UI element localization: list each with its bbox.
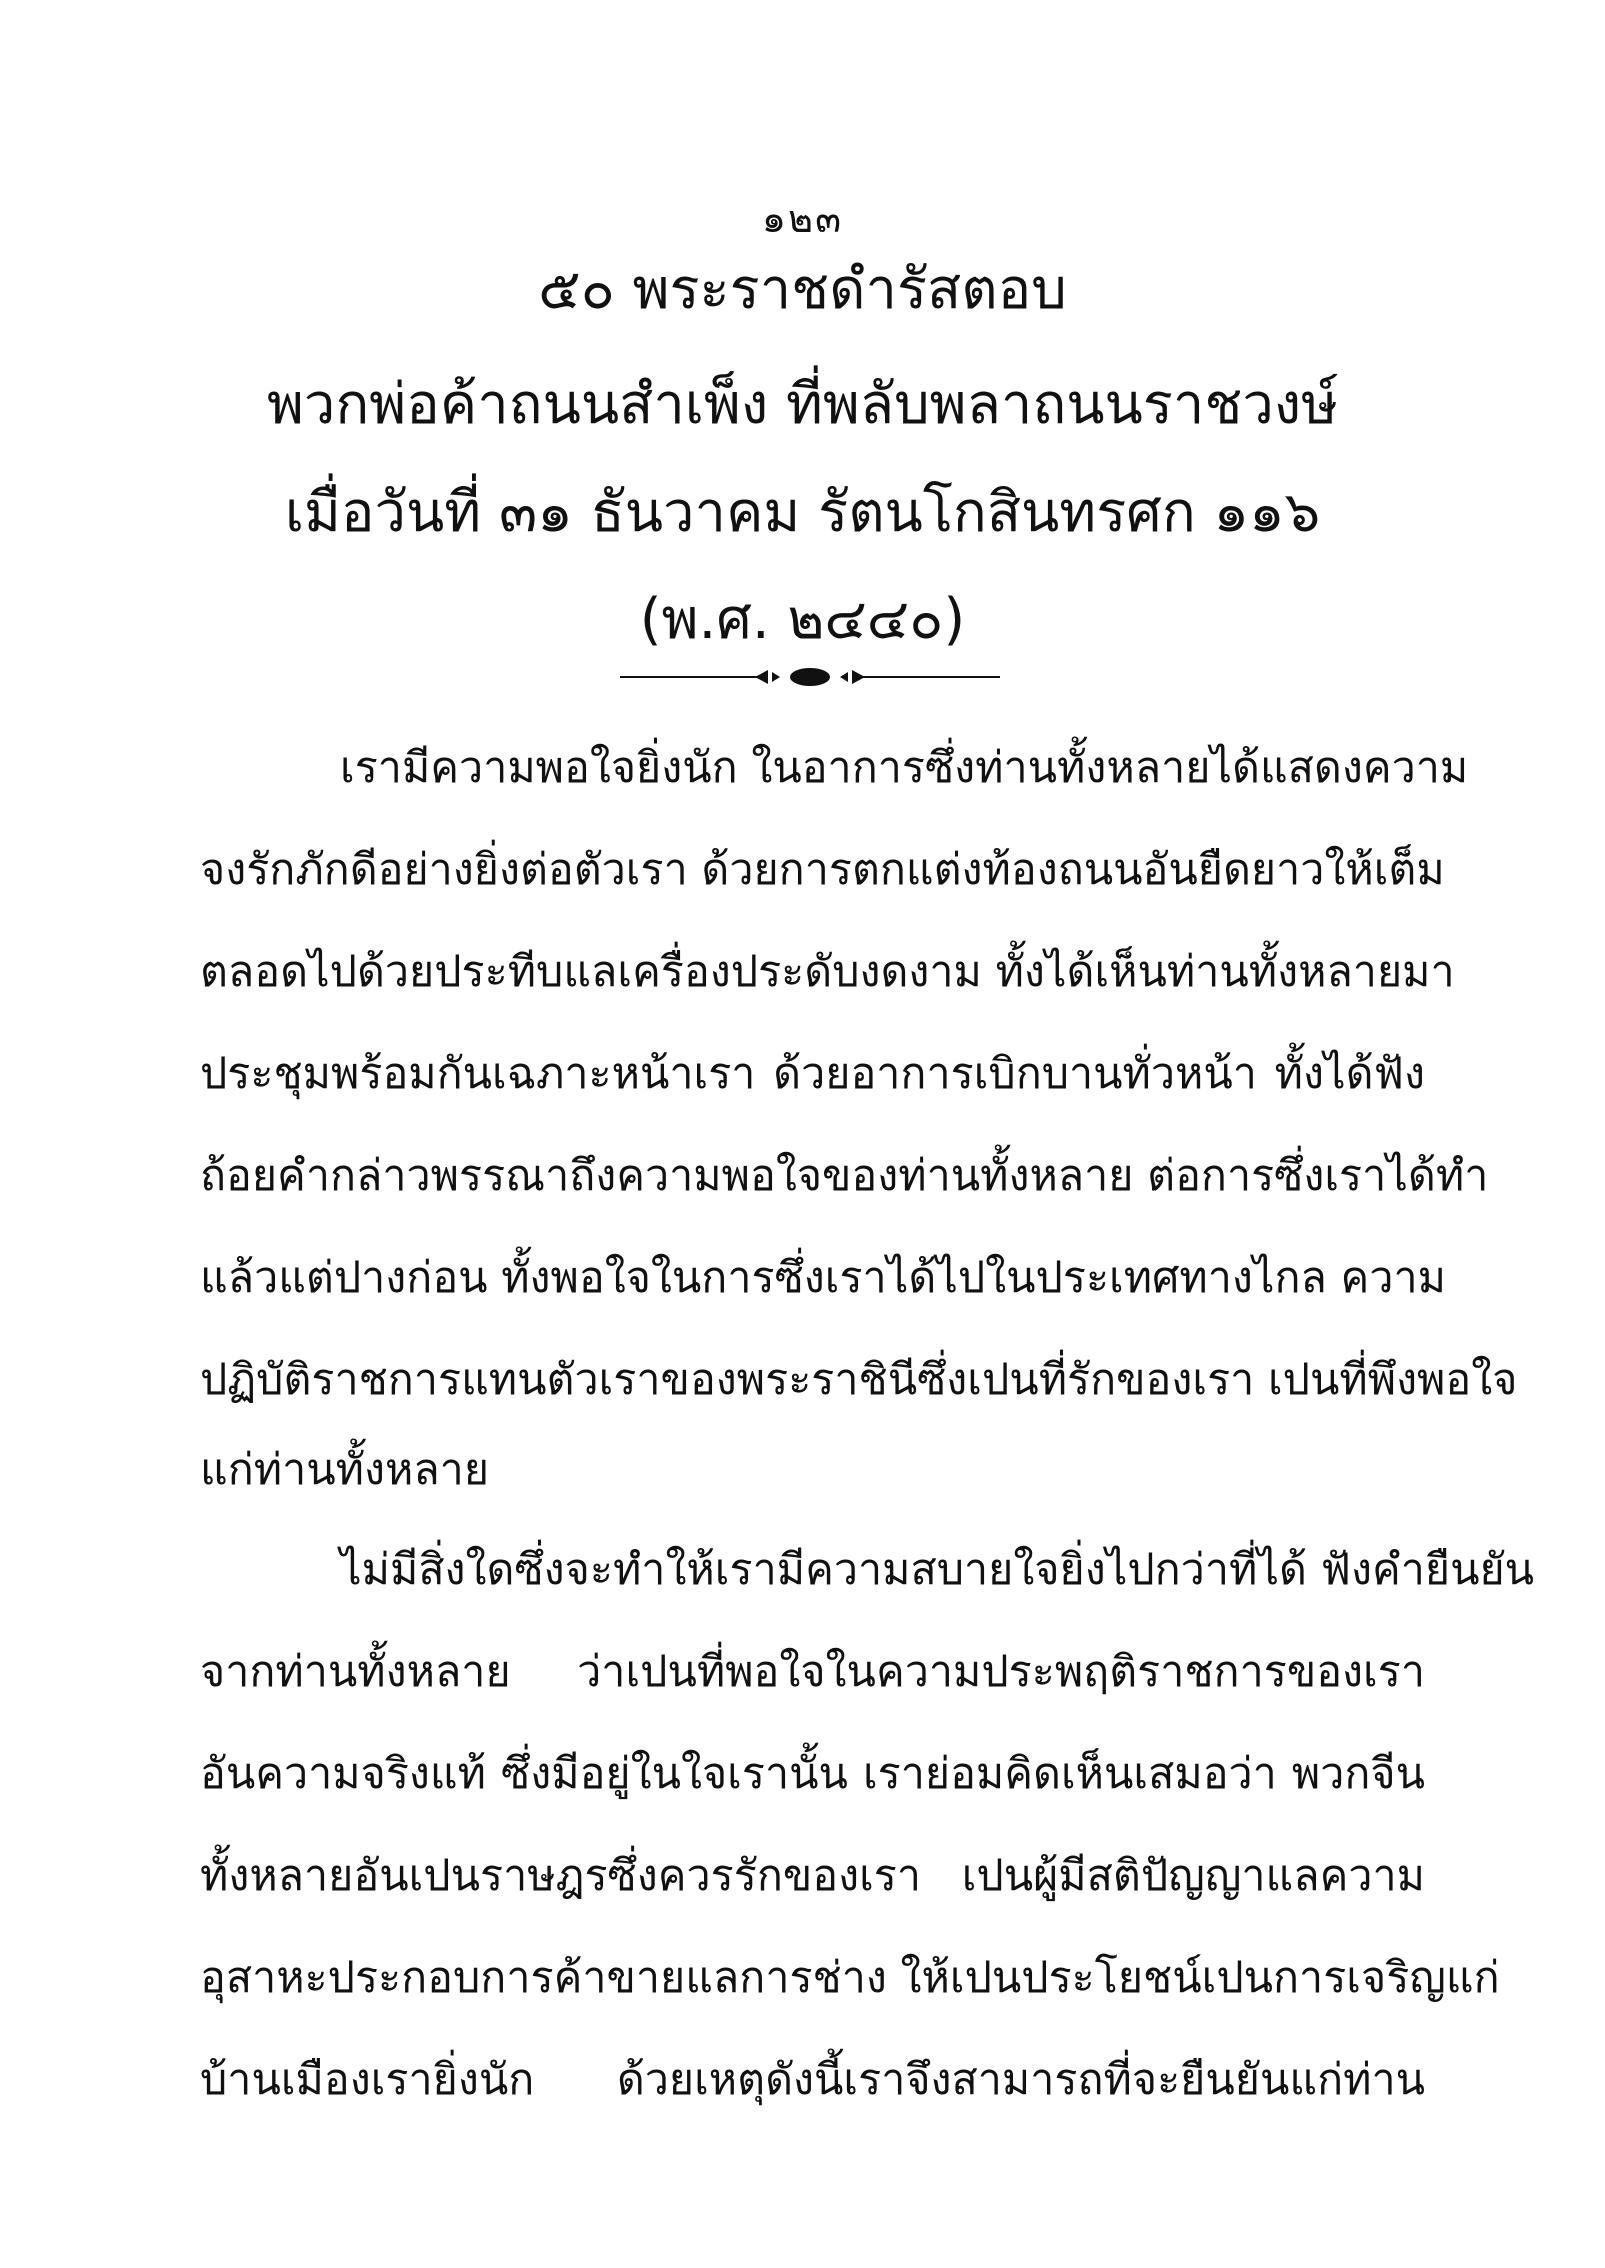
- body-line: ถ้อยคำกล่าวพรรณาถึงความพอใจของท่านทั้งหลาย ต่อการซึ่งเราได้ทำ: [200, 1151, 1489, 1201]
- body-line: ตลอดไปด้วยประทีบแลเครื่องประดับงดงาม ทั้งได้เห็นท่านทั้งหลายมา: [200, 947, 1455, 997]
- title-line-1: ๕๐ พระราชดำรัสตอบ: [538, 257, 1067, 322]
- body-line: แล้วแต่ปางก่อน ทั้งพอใจในการซึ่งเราได้ไปในประเทศทางไกล ความ: [200, 1253, 1446, 1303]
- body-line: อันความจริงแท้ ซึ่งมีอยู่ในใจเรานั้น เราย่อมคิดเห็นเสมอว่า พวกจีน: [200, 1749, 1425, 1799]
- body-line: เรามีความพอใจยิ่งนัก ในอาการซึ่งท่านทั้งหลายได้แสดงความ: [340, 743, 1469, 793]
- body-line: บ้านเมืองเรายิ่งนัก ด้วยเหตุดังนี้เราจึงสามารถที่จะยืนยันแก่ท่าน: [200, 2055, 1425, 2105]
- body-line: ทั้งหลายอันเปนราษฎรซึ่งควรรักของเรา เปนผู้มีสติปัญญาแลความ: [200, 1851, 1425, 1901]
- title-line-2: พวกพ่อค้าถนนสำเพ็ง ที่พลับพลาถนนราชวงษ์: [266, 372, 1339, 437]
- body-line: ประชุมพร้อมกันเฉภาะหน้าเรา ด้วยอาการเบิกบานทั่วหน้า ทั้งได้ฟัง: [200, 1049, 1425, 1099]
- title-line-3: เมื่อวันที่ ๓๑ ธันวาคม รัตนโกสินทรศก ๑๑๖: [284, 480, 1321, 545]
- body-line: อุสาหะประกอบการค้าขายแลการช่าง ให้เปนประโยชน์เปนการเจริญแก่: [200, 1953, 1500, 2003]
- page-number: ๑๒๓: [761, 197, 844, 241]
- body-line: แก่ท่านทั้งหลาย: [200, 1445, 490, 1495]
- title-line-4: (พ.ศ. ๒๔๔๐): [639, 587, 966, 652]
- body-line: ปฏิบัติราชการแทนตัวเราของพระราชินีซึ่งเปนที่รักของเรา เปนที่พึงพอใจ: [200, 1355, 1518, 1405]
- ornament-divider: [620, 664, 1000, 690]
- body-line: จงรักภักดีอย่างยิ่งต่อตัวเรา ด้วยการตกแต่งท้องถนนอันยืดยาวให้เต็ม: [200, 845, 1445, 895]
- body-line: ไม่มีสิ่งใดซึ่งจะทำให้เรามีความสบายใจยิ่งไปกว่าที่ได้ ฟังคำยืนยัน: [340, 1545, 1535, 1595]
- body-line: จากท่านทั้งหลาย ว่าเปนที่พอใจในความประพฤติราชการของเรา: [200, 1647, 1425, 1697]
